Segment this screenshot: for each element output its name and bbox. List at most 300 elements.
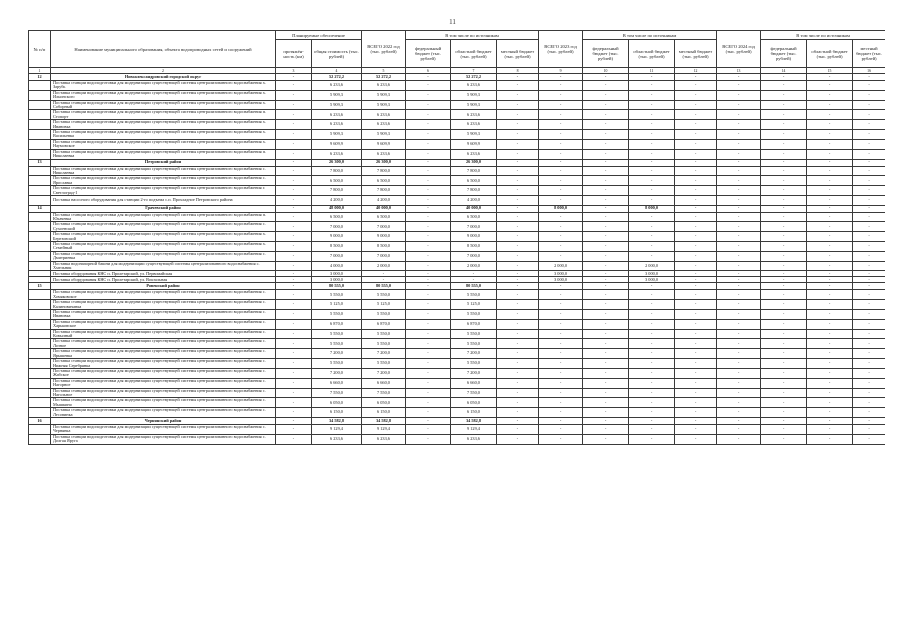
row-number (29, 398, 51, 408)
column-number: 8 (497, 68, 539, 74)
value-cell: - (629, 120, 675, 130)
value-cell: 6 870,0 (312, 319, 362, 329)
table-row (29, 424, 886, 434)
header-reg-2023: областной бюджет (тыс. рублей) (629, 40, 675, 68)
value-cell: - (583, 277, 629, 283)
value-cell: 5 550,0 (312, 359, 362, 369)
value-cell: - (629, 388, 675, 398)
row-number (29, 359, 51, 369)
value-cell: - (276, 100, 312, 110)
row-number (29, 110, 51, 120)
value-cell: - (675, 100, 717, 110)
value-cell: - (761, 74, 807, 81)
table-row (29, 329, 886, 339)
value-cell: - (629, 310, 675, 320)
object-name: Поставка станции водоподготовки для модернизации существующей системы централизованного водоснабжения с. Нижняя Серебрянка (51, 359, 276, 369)
value-cell: 7 000,0 (362, 222, 406, 232)
value-cell: - (406, 300, 451, 310)
value-cell: - (583, 159, 629, 166)
value-cell: - (675, 139, 717, 149)
value-cell: - (583, 81, 629, 91)
value-cell: - (583, 359, 629, 369)
table-row (29, 81, 886, 91)
value-cell: - (807, 310, 853, 320)
value-cell: 6 500,0 (312, 212, 362, 222)
value-cell: - (629, 417, 675, 424)
row-number (29, 388, 51, 398)
row-number (29, 261, 51, 271)
value-cell: - (406, 74, 451, 81)
value-cell: 34 582,8 (362, 417, 406, 424)
district-name: Петровский район (51, 159, 276, 166)
value-cell: - (853, 290, 885, 300)
value-cell: - (807, 408, 853, 418)
value-cell: - (406, 398, 451, 408)
value-cell: - (583, 408, 629, 418)
value-cell: - (717, 222, 761, 232)
table-row (29, 300, 886, 310)
row-number (29, 120, 51, 130)
object-name: Поставка станции водоподготовки для модернизации существующей системы централизованного водоснабжения с. Николаевка (51, 166, 276, 176)
value-cell: - (497, 195, 539, 205)
value-cell: 8 500,0 (451, 241, 497, 251)
header-loc-2023: местный бюджет (тыс. рублей) (675, 40, 717, 68)
value-cell: - (717, 424, 761, 434)
value-cell: - (761, 205, 807, 212)
value-cell: 7 550,0 (312, 388, 362, 398)
column-number: 15 (807, 68, 853, 74)
value-cell: - (583, 110, 629, 120)
table-row (29, 90, 886, 100)
value-cell: - (761, 319, 807, 329)
value-cell: 5 125,0 (312, 300, 362, 310)
value-cell: 6 233,6 (312, 120, 362, 130)
value-cell: 5 909,3 (312, 130, 362, 140)
value-cell: - (807, 90, 853, 100)
value-cell: - (583, 205, 629, 212)
value-cell: - (583, 195, 629, 205)
value-cell: - (406, 166, 451, 176)
table-row (29, 222, 886, 232)
value-cell: - (853, 100, 885, 110)
value-cell: 52 272,2 (362, 74, 406, 81)
value-cell: 3 000,0 (312, 277, 362, 283)
value-cell: 7 200,0 (312, 349, 362, 359)
value-cell: - (717, 261, 761, 271)
value-cell: - (276, 74, 312, 81)
table-row (29, 368, 886, 378)
value-cell: 6 233,6 (451, 81, 497, 91)
budget-sheet (28, 30, 885, 636)
value-cell: - (276, 424, 312, 434)
value-cell: - (761, 130, 807, 140)
value-cell: - (853, 300, 885, 310)
value-cell: 5 909,3 (312, 100, 362, 110)
table-row (29, 339, 886, 349)
value-cell: - (853, 90, 885, 100)
value-cell: - (761, 139, 807, 149)
value-cell: - (761, 329, 807, 339)
column-number: 4 (312, 68, 362, 74)
value-cell: - (807, 290, 853, 300)
value-cell: 40 000,0 (451, 205, 497, 212)
value-cell: - (853, 417, 885, 424)
value-cell: - (717, 100, 761, 110)
row-number (29, 349, 51, 359)
table-row (29, 186, 886, 196)
value-cell: 6 233,6 (362, 434, 406, 444)
value-cell: - (853, 149, 885, 159)
value-cell: - (717, 205, 761, 212)
value-cell: - (853, 110, 885, 120)
value-cell: - (583, 339, 629, 349)
object-name: Поставка станции водоподготовки для модернизации существующей системы централизованного водоснабжения п. Юкачевка (51, 212, 276, 222)
value-cell: - (629, 186, 675, 196)
value-cell: 6 150,0 (451, 408, 497, 418)
value-cell: 5 909,3 (451, 100, 497, 110)
value-cell: - (853, 74, 885, 81)
value-cell: - (629, 300, 675, 310)
object-name: Поставка станции водоподготовки для модернизации существующей системы централизованного водоснабжения с. Долгая Яруга (51, 434, 276, 444)
row-number (29, 434, 51, 444)
column-number: 14 (761, 68, 807, 74)
value-cell: - (761, 195, 807, 205)
value-cell: - (583, 261, 629, 271)
value-cell: 7 000,0 (312, 222, 362, 232)
value-cell: - (807, 339, 853, 349)
header-loc-2022: местный бюджет (тыс. рублей) (497, 40, 539, 68)
value-cell: 26 300,0 (451, 159, 497, 166)
value-cell: - (717, 359, 761, 369)
district-row (29, 74, 886, 81)
object-name: Поставка станции водоподготовки для модернизации существующей системы централизованного водоснабжения с. Ярославка (51, 176, 276, 186)
value-cell: - (807, 300, 853, 310)
value-cell: - (675, 205, 717, 212)
value-cell: - (497, 417, 539, 424)
value-cell: - (717, 310, 761, 320)
value-cell: 5 125,0 (362, 300, 406, 310)
value-cell: - (497, 186, 539, 196)
value-cell: - (717, 300, 761, 310)
value-cell: - (583, 398, 629, 408)
value-cell: 6 500,0 (362, 176, 406, 186)
value-cell: - (761, 277, 807, 283)
value-cell: - (761, 110, 807, 120)
value-cell: - (539, 290, 583, 300)
value-cell: - (451, 271, 497, 277)
value-cell: - (717, 90, 761, 100)
value-cell: - (497, 74, 539, 81)
value-cell: - (539, 159, 583, 166)
value-cell: - (717, 241, 761, 251)
value-cell: - (362, 271, 406, 277)
value-cell: - (406, 283, 451, 290)
district-row (29, 205, 886, 212)
value-cell: - (583, 378, 629, 388)
value-cell: 5 909,3 (312, 90, 362, 100)
value-cell: - (629, 74, 675, 81)
value-cell: - (276, 222, 312, 232)
value-cell: - (629, 130, 675, 140)
value-cell: - (539, 417, 583, 424)
value-cell: - (629, 434, 675, 444)
value-cell: - (761, 388, 807, 398)
row-number: 14 (29, 205, 51, 212)
value-cell: - (853, 241, 885, 251)
value-cell: - (583, 166, 629, 176)
row-number: 12 (29, 74, 51, 81)
value-cell: - (629, 139, 675, 149)
value-cell: - (717, 81, 761, 91)
value-cell: - (629, 81, 675, 91)
value-cell: - (807, 319, 853, 329)
value-cell: - (853, 339, 885, 349)
value-cell: 5 550,0 (362, 329, 406, 339)
value-cell: - (761, 81, 807, 91)
value-cell: - (539, 232, 583, 242)
value-cell: - (853, 212, 885, 222)
value-cell: - (761, 166, 807, 176)
value-cell: - (583, 100, 629, 110)
value-cell: 6 870,0 (362, 319, 406, 329)
value-cell: 7 800,0 (451, 166, 497, 176)
value-cell: - (675, 130, 717, 140)
value-cell: - (497, 319, 539, 329)
row-number (29, 368, 51, 378)
value-cell: 5 909,3 (362, 100, 406, 110)
value-cell: - (761, 283, 807, 290)
value-cell: - (406, 130, 451, 140)
value-cell: - (497, 100, 539, 110)
value-cell: - (853, 319, 885, 329)
value-cell: - (276, 232, 312, 242)
value-cell: 6 233,6 (451, 110, 497, 120)
value-cell: - (761, 159, 807, 166)
value-cell: - (675, 310, 717, 320)
value-cell: - (276, 90, 312, 100)
object-name: Поставка станции водоподготовки для модернизации существующей системы централизованного водоснабжения с. Ивановка (51, 310, 276, 320)
header-sources-2022: В том числе по источникам (406, 31, 539, 40)
value-cell: 3 000,0 (312, 271, 362, 277)
value-cell: - (539, 398, 583, 408)
column-number: 9 (539, 68, 583, 74)
table-row (29, 195, 886, 205)
value-cell: - (406, 319, 451, 329)
value-cell: - (629, 349, 675, 359)
value-cell: - (853, 398, 885, 408)
value-cell: - (406, 176, 451, 186)
value-cell: - (583, 283, 629, 290)
value-cell: - (675, 339, 717, 349)
value-cell: - (629, 149, 675, 159)
value-cell: - (276, 417, 312, 424)
value-cell: - (583, 212, 629, 222)
value-cell: - (761, 349, 807, 359)
value-cell: - (497, 300, 539, 310)
object-name: Поставка станции водоподготовки для модернизации существующей системы централизованного водоснабжения с. Калиновичанка (51, 300, 276, 310)
value-cell: - (629, 290, 675, 300)
value-cell: - (539, 339, 583, 349)
value-cell: - (583, 251, 629, 261)
table-row (29, 212, 886, 222)
value-cell: - (675, 166, 717, 176)
district-name: Ровенский район (51, 283, 276, 290)
value-cell: - (497, 81, 539, 91)
row-number (29, 300, 51, 310)
object-name: Поставка станции водоподготовки для модернизации существующей системы централизованного водоснабжения с. Лесовинка (51, 408, 276, 418)
value-cell: 6 500,0 (312, 176, 362, 186)
column-number: 16 (853, 68, 885, 74)
value-cell: - (276, 290, 312, 300)
object-name: Поставка станции водоподготовки для модернизации существующей системы централизованного водоснабжения с. Жабское (51, 368, 276, 378)
table-row (29, 232, 886, 242)
value-cell: 2 000,0 (629, 261, 675, 271)
value-cell: - (675, 398, 717, 408)
value-cell: - (629, 90, 675, 100)
value-cell: 5 550,0 (312, 329, 362, 339)
value-cell: - (406, 100, 451, 110)
header-name: Наименование муниципального образования, объекта водопроводных сетей и сооружений (51, 31, 276, 68)
value-cell: 6 233,6 (312, 110, 362, 120)
value-cell: - (276, 398, 312, 408)
value-cell: 5 909,3 (451, 130, 497, 140)
value-cell: - (717, 120, 761, 130)
value-cell: 5 550,0 (451, 290, 497, 300)
value-cell: 7 200,0 (451, 368, 497, 378)
value-cell: - (583, 74, 629, 81)
value-cell: - (276, 283, 312, 290)
value-cell: 48 000,0 (312, 205, 362, 212)
value-cell: 6 233,6 (451, 149, 497, 159)
object-name: Поставка станции водоподготовки для модернизации существующей системы централизованного водоснабжения с. Нагольное (51, 388, 276, 398)
value-cell: - (675, 329, 717, 339)
object-name: Поставка оборудования КНС п. Пролетарский, ул. Первомайская (51, 271, 276, 277)
value-cell: 5 909,3 (362, 130, 406, 140)
value-cell: - (675, 408, 717, 418)
value-cell: - (583, 120, 629, 130)
value-cell: - (276, 149, 312, 159)
value-cell: 34 582,8 (312, 417, 362, 424)
value-cell: 5 550,0 (312, 290, 362, 300)
value-cell: - (717, 130, 761, 140)
value-cell: - (807, 261, 853, 271)
table-row (29, 378, 886, 388)
value-cell: 6 233,6 (362, 81, 406, 91)
object-name: Поставка станции водоподготовки для модернизации существующей системы централизованного водоснабжения х. Васильевка (51, 130, 276, 140)
value-cell: 8 500,0 (312, 241, 362, 251)
value-cell: - (807, 277, 853, 283)
value-cell: - (497, 212, 539, 222)
value-cell: - (853, 176, 885, 186)
value-cell: 6 233,6 (362, 120, 406, 130)
value-cell: - (853, 359, 885, 369)
value-cell: - (539, 300, 583, 310)
column-number: 10 (583, 68, 629, 74)
value-cell: - (675, 319, 717, 329)
value-cell: - (276, 434, 312, 444)
column-number: 7 (451, 68, 497, 74)
value-cell: - (539, 195, 583, 205)
object-name: Поставка водонапорной башни для модернизации существующей системы централизованного водоснабжения с. Хмельник (51, 261, 276, 271)
value-cell: - (276, 378, 312, 388)
value-cell: - (406, 241, 451, 251)
value-cell: - (497, 424, 539, 434)
value-cell: - (717, 232, 761, 242)
value-cell: - (853, 310, 885, 320)
value-cell: 6 500,0 (451, 176, 497, 186)
row-number (29, 241, 51, 251)
value-cell: - (717, 408, 761, 418)
value-cell: - (629, 408, 675, 418)
row-number (29, 81, 51, 91)
column-number: 12 (675, 68, 717, 74)
value-cell: - (406, 424, 451, 434)
value-cell: - (761, 310, 807, 320)
object-name: Поставка станции водоподготовки для модернизации существующей системы централизованного водоснабжения с. Ярышевка (51, 349, 276, 359)
value-cell: - (853, 277, 885, 283)
value-cell: 9 609,9 (451, 139, 497, 149)
value-cell: 9 609,9 (312, 139, 362, 149)
object-name: Поставка станции водоподготовки для модернизации существующей системы централизованного водоснабжения с. Чернянка (51, 424, 276, 434)
value-cell: - (497, 388, 539, 398)
object-name: Поставка станции водоподготовки для модернизации существующей системы централизованного водоснабжения с. Лозное (51, 339, 276, 349)
value-cell: - (717, 139, 761, 149)
value-cell: - (807, 212, 853, 222)
value-cell: - (761, 378, 807, 388)
value-cell: - (406, 205, 451, 212)
value-cell: 6 233,6 (451, 120, 497, 130)
value-cell: - (675, 271, 717, 277)
value-cell: - (717, 176, 761, 186)
object-name: Поставка станции водоподготовки для модернизации существующей системы централизованного водоснабжения п. Стопорт (51, 110, 276, 120)
value-cell: - (675, 378, 717, 388)
value-cell: - (717, 271, 761, 277)
value-cell: - (539, 359, 583, 369)
value-cell: - (539, 90, 583, 100)
value-cell: 5 550,0 (362, 359, 406, 369)
value-cell: - (717, 368, 761, 378)
value-cell: - (717, 398, 761, 408)
table-row (29, 319, 886, 329)
value-cell: - (539, 424, 583, 434)
header-fed-2023: федеральный бюджет (тыс. рублей) (583, 40, 629, 68)
header-reg-2022: областной бюджет (тыс. рублей) (451, 40, 497, 68)
value-cell: - (807, 205, 853, 212)
value-cell: 6 233,6 (362, 110, 406, 120)
value-cell: - (761, 408, 807, 418)
value-cell: - (276, 349, 312, 359)
value-cell: - (583, 139, 629, 149)
value-cell: 5 550,0 (312, 339, 362, 349)
header-fed-2022: федеральный бюджет (тыс. рублей) (406, 40, 451, 68)
value-cell: - (539, 139, 583, 149)
table-row (29, 434, 886, 444)
row-number (29, 339, 51, 349)
table-row (29, 176, 886, 186)
value-cell: 4 200,0 (362, 195, 406, 205)
object-name: Поставка станции водоподготовки для модернизации существующей системы централизованного водоснабжения х. Березовский (51, 232, 276, 242)
value-cell: 5 550,0 (362, 310, 406, 320)
value-cell: - (406, 261, 451, 271)
value-cell: - (717, 329, 761, 339)
value-cell: - (807, 149, 853, 159)
table-body (29, 74, 886, 445)
object-name: Поставка станции водоподготовки для модернизации существующей системы централизованного водоснабжения п. Николаевка (51, 149, 276, 159)
value-cell: - (406, 81, 451, 91)
header-total-2024: ВСЕГО 2024 год (тыс. рублей) (717, 31, 761, 68)
table-row (29, 408, 886, 418)
value-cell: - (675, 277, 717, 283)
